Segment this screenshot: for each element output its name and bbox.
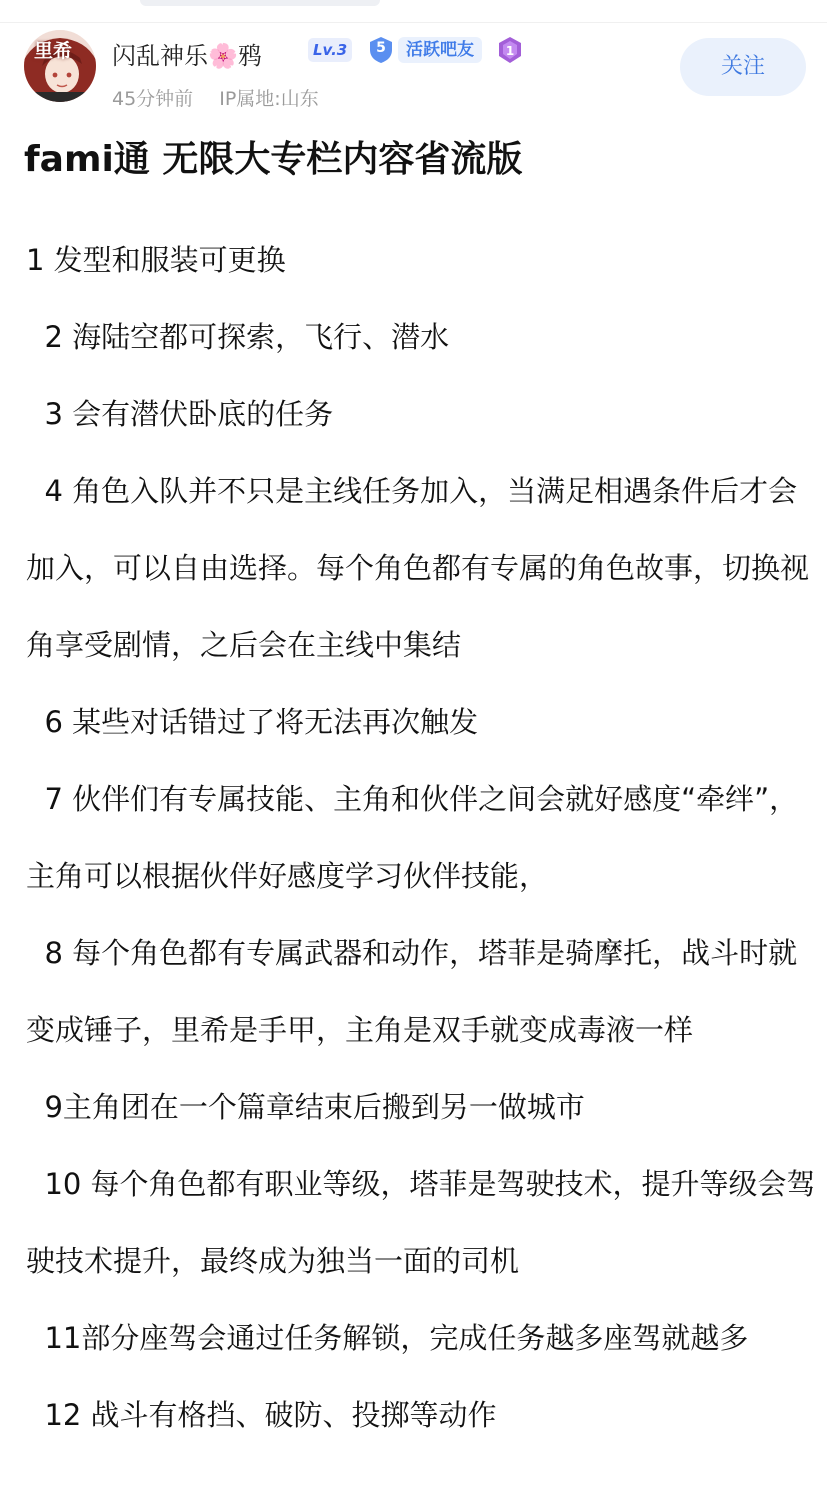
post-paragraph: 3 会有潜伏卧底的任务 [26,397,334,431]
shield-icon [368,36,394,64]
avatar[interactable] [24,30,96,102]
post-paragraph: 8 每个角色都有专属武器和动作，塔菲是骑摩托，战斗时就变成锤子，里希是手甲，主角是双手就变成毒液一样 [26,936,798,1047]
post-paragraph: 9主角团在一个篇章结束后搬到另一做城市 [26,1090,585,1124]
ip-location: IP属地:山东 [219,88,319,110]
post-paragraph: 7 伙伴们有专属技能、主角和伙伴之间会就好感度“牵绊”，主角可以根据伙伴好感度学习伙伴技能， [26,782,799,893]
post-paragraph: 4 角色入队并不只是主线任务加入，当满足相遇条件后才会加入，可以自由选择。每个角色都有专属的角色故事，切换视角享受剧情，之后会在主线中集结 [26,474,810,662]
top-bar [0,0,827,23]
post-paragraph: 6 某些对话错过了将无法再次触发 [26,705,479,739]
post-time: 45分钟前 [112,88,194,110]
level-badge: Lv.3 [308,38,352,62]
avatar-label: 里希 [34,40,73,62]
follow-button[interactable]: 关注 [680,38,806,96]
post-paragraph: 12 战斗有格挡、破防、投掷等动作 [26,1398,497,1432]
post-meta [112,84,319,111]
svg-text:1: 1 [505,44,515,58]
post-body [26,222,816,1454]
post-title: fami通 无限大专栏内容省流版 [24,139,523,180]
post-paragraph: 1 发型和服装可更换 [26,243,286,277]
post-paragraph: 2 海陆空都可探索，飞行、潜水 [26,320,450,354]
active-member-badge [368,35,482,65]
post-paragraph: 11部分座驾会通过任务解锁，完成任务越多座驾就越多 [26,1321,749,1355]
username[interactable]: 闪乱神乐🌸鸦 [112,42,262,70]
search-bar-remnant[interactable] [140,0,380,6]
active-badge-number: 5 [376,40,386,56]
post-header [0,22,827,122]
active-badge-label: 活跃吧友 [398,37,482,63]
member-level-icon [496,36,524,64]
post-paragraph: 10 每个角色都有职业等级，塔菲是驾驶技术，提升等级会驾驶技术提升，最终成为独当一面的司机 [26,1167,816,1278]
